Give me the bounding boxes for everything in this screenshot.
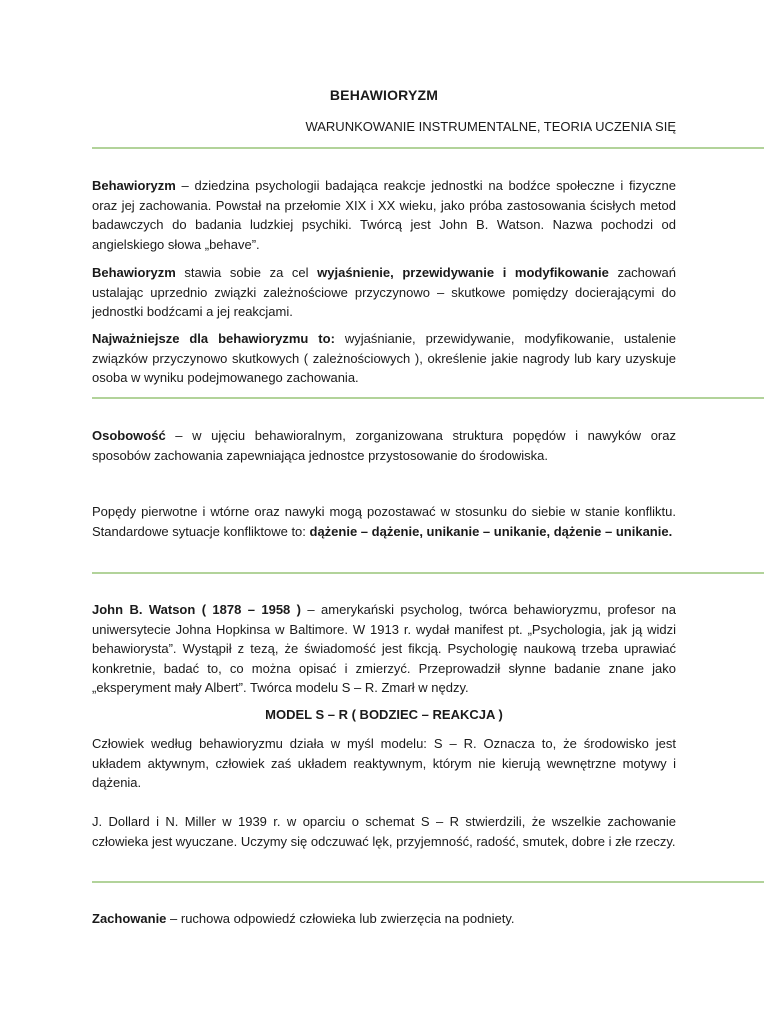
- term-key-points: Najważniejsze dla behawioryzmu to:: [92, 331, 335, 346]
- paragraph-dollard-miller: J. Dollard i N. Miller w 1939 r. w oparciu o schemat S – R stwierdzili, że wszelkie zachowanie człowieka jest wyuczane. Uczymy się odczuwać lęk, przyjemność, radość, smutek, dobre i złe rzeczy.: [92, 814, 676, 849]
- term-personality: Osobowość: [92, 428, 166, 443]
- paragraph-conflicts: Popędy pierwotne i wtórne oraz nawyki mogą pozostawać w stosunku do siebie w stanie konfliktu. Standardowe sytuacje konfliktowe to: dążenie – dążenie, unikanie – unikanie, dążenie – unikanie.: [92, 504, 676, 539]
- document-title: BEHAWIORYZM: [329, 87, 439, 103]
- term-behavior: Zachowanie: [92, 911, 167, 926]
- section-divider: [92, 397, 764, 399]
- section-divider: [92, 147, 764, 149]
- model-heading: MODEL S – R ( BODZIEC – REAKCJA ): [265, 707, 503, 722]
- section-divider: [92, 881, 764, 883]
- paragraph-behaviorism-definition: Behawioryzm – dziedzina psychologii badająca reakcje jednostki na bodźce społeczne i fizyczne oraz jej zachowania. Powstał na przełomie XIX i XX wieku, jako próba zastosowania ścisłych metod badawczych do badania ludzkiej psychiki. Twórcą jest John B. Watson. Nazwa pochodzi od angielskiego słowa „behave”.: [92, 178, 676, 252]
- paragraph-behaviorism-key-points: Najważniejsze dla behawioryzmu to: wyjaśnianie, przewidywanie, modyfikowanie, ustalenie związków przyczynowo skutkowych ( zależnościowych ), określenie jakie nagrody lub kary uzyskuje osoba w wyniku podejmowanego zachowania.: [92, 331, 676, 385]
- section-divider: [92, 572, 764, 574]
- paragraph-behavior: Zachowanie – ruchowa odpowiedź człowieka lub zwierzęcia na podniety.: [92, 911, 515, 926]
- paragraph-behaviorism-goals: Behawioryzm stawia sobie za cel wyjaśnienie, przewidywanie i modyfikowanie zachowań ustalając uprzednio związki zależnościowe przyczynowo – skutkowe pomiędzy docierającymi do jednostki bodźcami a jej reakcjami.: [92, 265, 676, 319]
- document-subtitle: WARUNKOWANIE INSTRUMENTALNE, TEORIA UCZENIA SIĘ: [305, 119, 676, 134]
- term-behaviorism: Behawioryzm: [92, 265, 176, 280]
- term-watson: John B. Watson ( 1878 – 1958 ): [92, 602, 302, 617]
- paragraph-watson: John B. Watson ( 1878 – 1958 ) – amerykański psycholog, twórca behawioryzmu, profesor na uniwersytecie Johna Hopkinsa w Baltimore. W 1913 r. wydał manifest pt. „Psychologia, jak ją widzi behawiorysta”. Wystąpił z tezą, że świadomość jest fikcją. Psychologię naukową trzeba uprawiać konkretnie, badać to, co można opisać i zmierzyć. Przeprowadził słynne badanie znane jako „eksperyment mały Albert”. Twórca modelu S – R. Zmarł w nędzy.: [92, 602, 676, 695]
- paragraph-personality: Osobowość – w ujęciu behawioralnym, zorganizowana struktura popędów i nawyków oraz sposobów zachowania zapewniająca jednostce przystosowanie do środowiska.: [92, 428, 676, 463]
- paragraph-sr-model: Człowiek według behawioryzmu działa w myśl modelu: S – R. Oznacza to, że środowisko jest układem aktywnym, człowiek zaś układem reaktywnym, którym nie kierują wewnętrzne motywy i dążenia.: [92, 736, 676, 790]
- term-behaviorism: Behawioryzm: [92, 178, 176, 193]
